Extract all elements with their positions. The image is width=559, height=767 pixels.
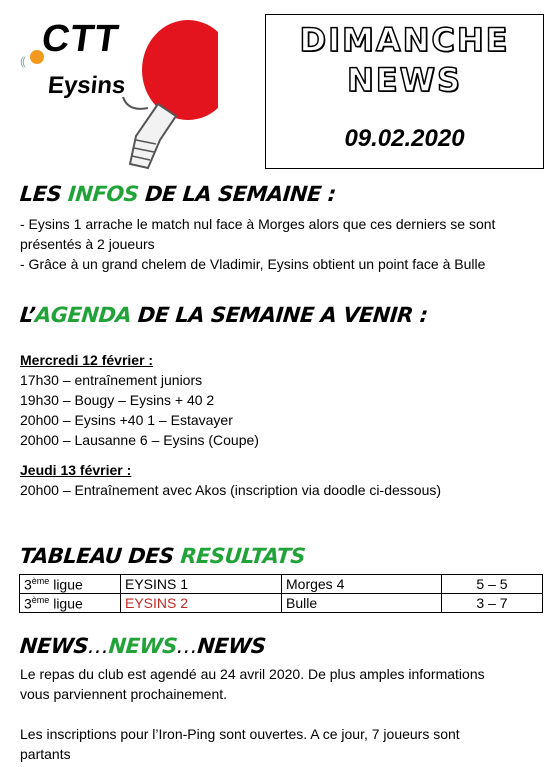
results-table [19, 574, 543, 613]
league-cell: 3ème ligue [20, 594, 121, 613]
agenda-text [20, 350, 441, 500]
news-heading-a: NEWS [18, 634, 90, 658]
banner-title-news: NEWS [347, 61, 462, 99]
newsletter-banner [265, 14, 544, 169]
infos-heading-post: DE LA SEMAINE : [137, 182, 337, 206]
infos-line: présentés à 2 joueurs [20, 236, 155, 252]
agenda-heading-green: AGENDA [34, 303, 133, 327]
agenda-heading-post: DE LA SEMAINE A VENIR : [130, 303, 429, 327]
agenda-item: 20h00 – Eysins +40 1 – Estavayer [20, 412, 233, 428]
banner-title-dimanche: DIMANCHE [299, 21, 510, 59]
infos-heading-pre: LES [18, 182, 70, 206]
score-cell: 5 – 5 [442, 575, 543, 594]
score-cell: 3 – 7 [442, 594, 543, 613]
logo-ctt: CTT [39, 18, 122, 60]
news-text [20, 664, 485, 764]
news-heading-b: NEWS [196, 634, 267, 658]
news-heading [19, 634, 267, 658]
table-row [20, 575, 543, 594]
table-row [20, 594, 543, 613]
motion-icon: (( [20, 54, 24, 68]
results-heading-green: RESULTATS [179, 544, 307, 568]
agenda-heading-pre: L’ [18, 303, 37, 327]
league-cell: 3ème ligue [20, 575, 121, 594]
news-heading-dots: … [87, 634, 110, 658]
logo-eysins: Eysins [46, 72, 127, 99]
news-heading-dots: … [175, 634, 199, 658]
banner-date: 09.02.2020 [344, 125, 465, 152]
agenda-item: 20h00 – Lausanne 6 – Eysins (Coupe) [20, 432, 259, 448]
club-logo [18, 12, 218, 172]
infos-line: - Eysins 1 arrache le match nul face à Morges alors que ces derniers se sont [20, 216, 496, 232]
infos-line: - Grâce à un grand chelem de Vladimir, Eysins obtient un point face à Bulle [20, 256, 486, 272]
team-cell: EYSINS 1 [121, 575, 282, 594]
infos-text [20, 214, 495, 274]
news-spacer [20, 704, 485, 724]
team-cell: EYSINS 2 [121, 594, 282, 613]
infos-heading [19, 182, 337, 206]
news-line: Les inscriptions pour l’Iron-Ping sont ouvertes. A ce jour, 7 joueurs sont [20, 726, 460, 742]
agenda-item: 19h30 – Bougy – Eysins + 40 2 [20, 392, 215, 408]
agenda-day-wednesday: Mercredi 12 février : [20, 352, 154, 368]
agenda-day-thursday: Jeudi 13 février : [20, 462, 132, 478]
agenda-item: 20h00 – Entraînement avec Akos (inscription via doodle ci-dessous) [20, 482, 442, 498]
agenda-item: 17h30 – entraînement juniors [20, 372, 203, 388]
results-heading [19, 544, 306, 568]
news-line: Le repas du club est agendé au 24 avril 2020. De plus amples informations [20, 666, 485, 682]
opponent-cell: Bulle [282, 594, 442, 613]
agenda-heading [19, 303, 429, 327]
infos-heading-green: INFOS [67, 182, 140, 206]
results-heading-pre: TABLEAU DES [18, 544, 182, 568]
news-heading-green: NEWS [107, 634, 178, 658]
news-line: partants [20, 746, 71, 762]
opponent-cell: Morges 4 [282, 575, 442, 594]
news-line: vous parviennent prochainement. [20, 686, 228, 702]
